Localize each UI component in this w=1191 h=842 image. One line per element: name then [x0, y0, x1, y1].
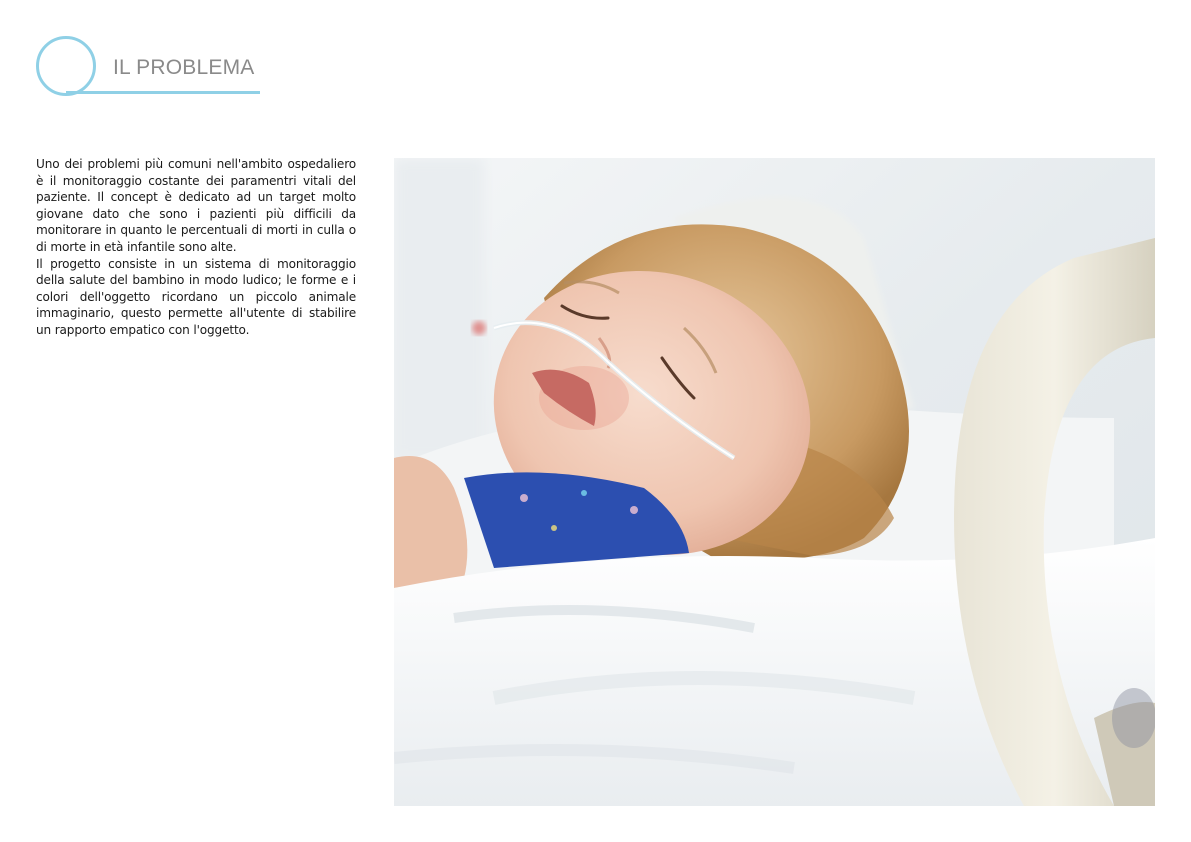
header-circle-icon [36, 36, 96, 96]
paragraph-problem: Uno dei problemi più comuni nell'ambito ospedaliero è il monitoraggio costante dei paramentri vitali del paziente. Il concept è dedicato ad un target molto giovane dato che sono i pazienti più difficili da monitorare in quanto le percentuali di morti in culla o di morte in età infantile sono alte. [36, 157, 356, 254]
header-underline [66, 91, 260, 94]
sleeping-child-illustration [394, 158, 1155, 806]
hero-photo [394, 158, 1155, 806]
section-header [36, 36, 260, 96]
paragraph-project: Il progetto consiste in un sistema di monitoraggio della salute del bambino in modo ludico; le forme e i colori dell'oggetto ricordano un piccolo animale immaginario, questo permette all'utente di stabilire un rapporto empatico con l'oggetto. [36, 256, 356, 337]
page-title: IL PROBLEMA [113, 56, 255, 79]
intro-text [36, 156, 356, 339]
